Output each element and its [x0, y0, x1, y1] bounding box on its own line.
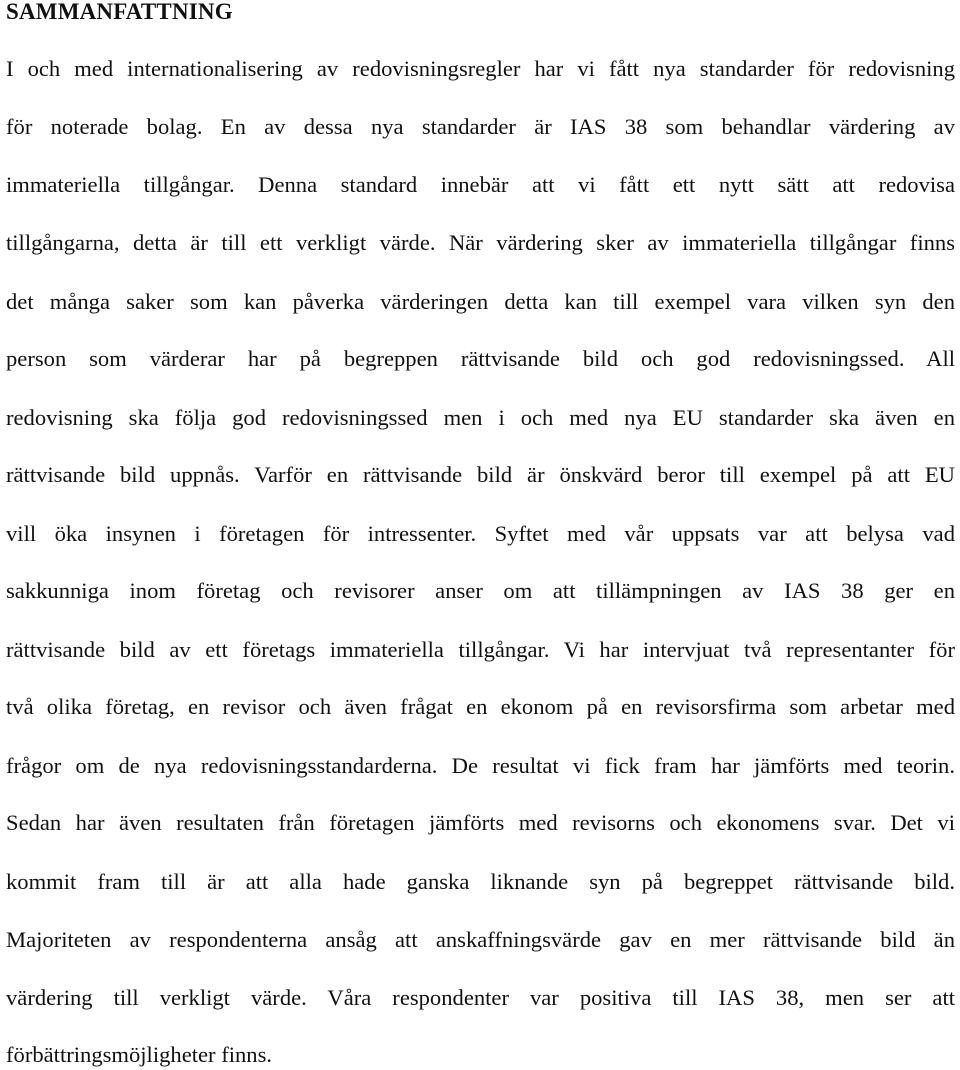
- paragraph-line-18: förbättringsmöjligheter finns.: [6, 1042, 273, 1067]
- paragraph-line-4: tillgångarna, detta är till ett verkligt värde. När värdering sker av immateriella tillgångar finns: [6, 230, 955, 255]
- paragraph-line-5: det många saker som kan påverka värderingen detta kan till exempel vara vilken syn den: [6, 289, 955, 314]
- paragraph-line-7: redovisning ska följa god redovisningssed men i och med nya EU standarder ska även en: [6, 405, 955, 430]
- paragraph-line-6: person som värderar har på begreppen rättvisande bild och god redovisningssed. All: [6, 346, 955, 371]
- paragraph-line-16: Majoriteten av respondenterna ansåg att anskaffningsvärde gav en mer rättvisande bild än: [6, 927, 955, 952]
- paragraph-line-1: I och med internationalisering av redovisningsregler har vi fått nya standarder för redovisning: [6, 56, 955, 81]
- paragraph-line-13: frågor om de nya redovisningsstandarderna. De resultat vi fick fram har jämförts med teorin.: [6, 753, 955, 778]
- paragraph-line-3: immateriella tillgångar. Denna standard innebär att vi fått ett nytt sätt att redovisa: [6, 172, 955, 197]
- paragraph-line-9: vill öka insynen i företagen för intressenter. Syftet med vår uppsats var att belysa vad: [6, 521, 955, 546]
- paragraph-line-14: Sedan har även resultaten från företagen jämförts med revisorns och ekonomens svar. Det vi: [6, 810, 955, 835]
- paragraph-line-2: för noterade bolag. En av dessa nya standarder är IAS 38 som behandlar värdering av: [6, 114, 955, 139]
- paragraph-line-17: värdering till verkligt värde. Våra respondenter var positiva till IAS 38, men ser att: [6, 985, 955, 1010]
- paragraph-line-15: kommit fram till är att alla hade ganska liknande syn på begreppet rättvisande bild.: [6, 869, 955, 894]
- section-heading: SAMMANFATTNING: [6, 0, 233, 24]
- paragraph-line-12: två olika företag, en revisor och även frågat en ekonom på en revisorsfirma som arbetar med: [6, 694, 955, 719]
- paragraph-line-8: rättvisande bild uppnås. Varför en rättvisande bild är önskvärd beror till exempel på att EU: [6, 462, 955, 487]
- paragraph-line-11: rättvisande bild av ett företags immateriella tillgångar. Vi har intervjuat två representanter för: [6, 637, 955, 662]
- paragraph-line-10: sakkunniga inom företag och revisorer anser om att tillämpningen av IAS 38 ger en: [6, 578, 955, 603]
